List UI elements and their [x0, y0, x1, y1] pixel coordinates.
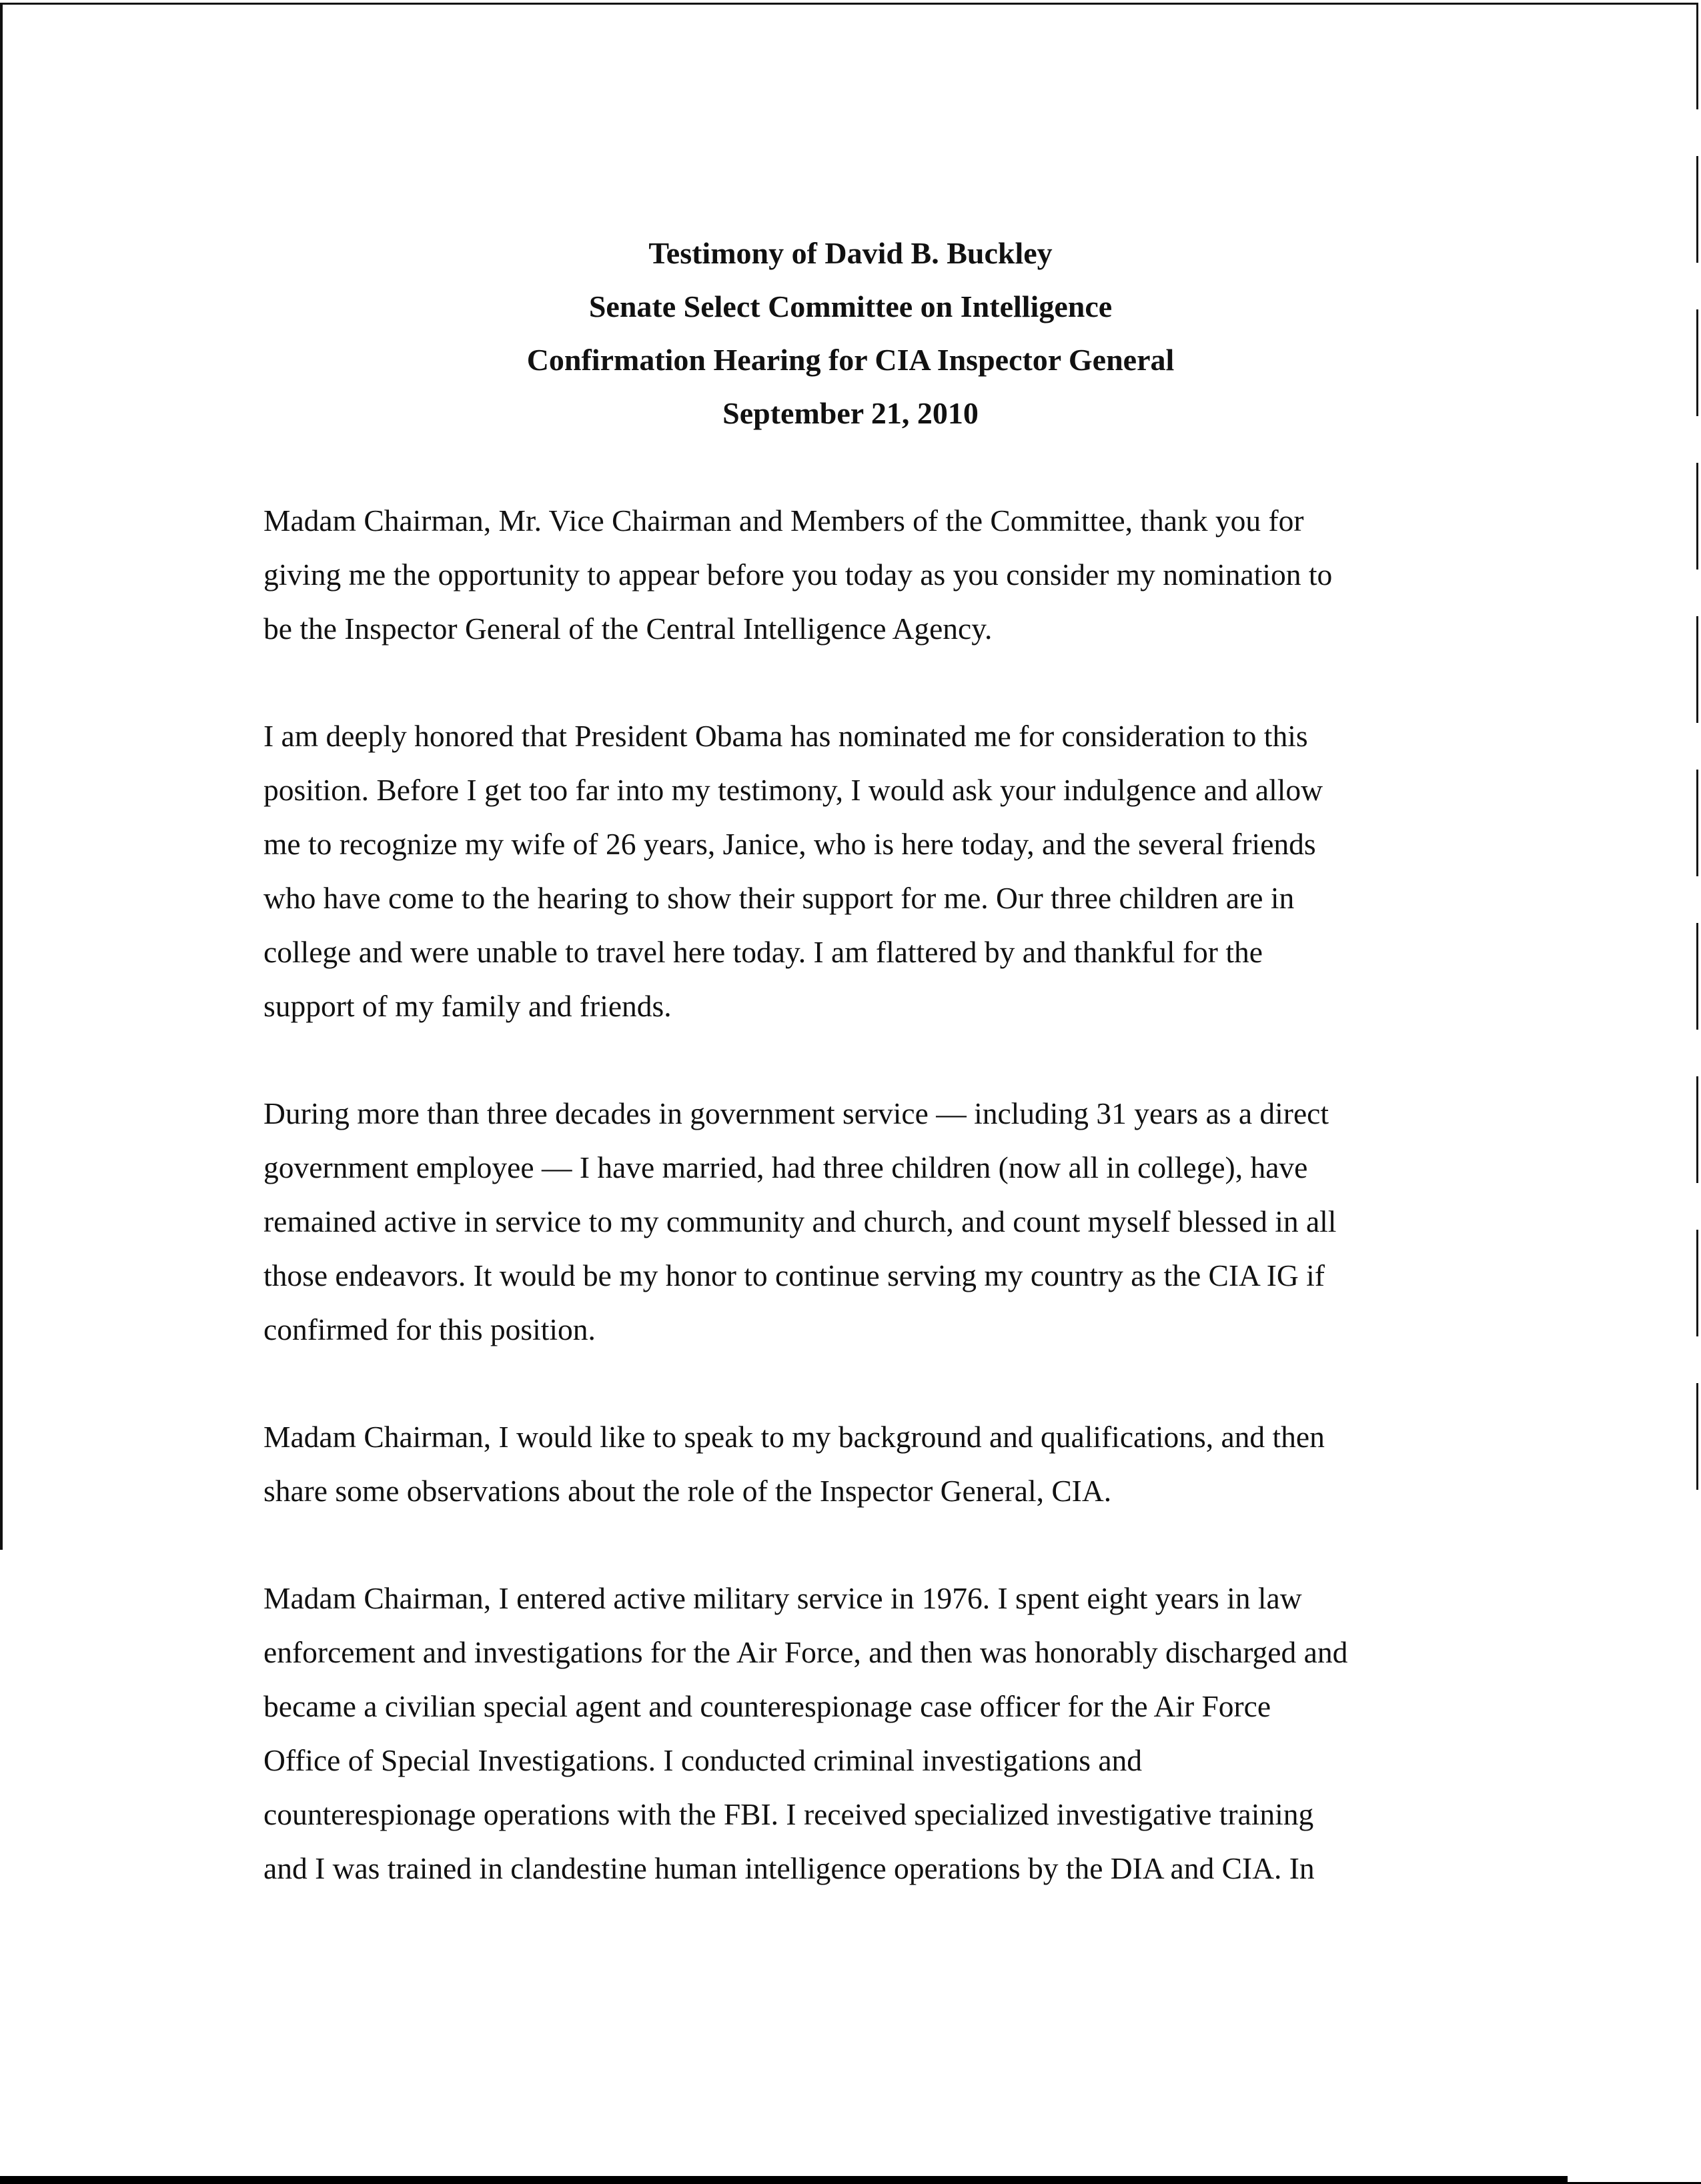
text-line: Office of Special Investigations. I conducted criminal investigations and [263, 1743, 1143, 1777]
text-line: support of my family and friends. [263, 989, 672, 1023]
text-line: I am deeply honored that President Obama has nominated me for consideration to this [263, 719, 1308, 753]
paragraph-honored [263, 709, 1431, 1033]
title-date: September 21, 2010 [722, 396, 979, 430]
text-line: counterespionage operations with the FBI. I received specialized investigative training [263, 1797, 1314, 1831]
scan-border-bottom [0, 2176, 1568, 2184]
scan-border-top [0, 3, 1698, 5]
text-line: giving me the opportunity to appear before you today as you consider my nomination to [263, 558, 1333, 592]
title-testimony: Testimony of David B. Buckley [648, 236, 1053, 270]
text-line: those endeavors. It would be my honor to continue serving my country as the CIA IG if [263, 1258, 1325, 1292]
text-line: be the Inspector General of the Central Intelligence Agency. [263, 612, 993, 646]
title-hearing: Confirmation Hearing for CIA Inspector General [526, 343, 1175, 377]
text-line: who have come to the hearing to show their support for me. Our three children are in [263, 881, 1295, 915]
text-line: Madam Chairman, I entered active military service in 1976. I spent eight years in law [263, 1581, 1302, 1615]
paragraph-opening [263, 493, 1431, 656]
text-line: enforcement and investigations for the Air Force, and then was honorably discharged and [263, 1635, 1348, 1669]
text-line: me to recognize my wife of 26 years, Janice, who is here today, and the several friends [263, 827, 1316, 861]
title-committee: Senate Select Committee on Intelligence [588, 289, 1113, 323]
paragraph-service [263, 1086, 1431, 1356]
paragraph-background [263, 1410, 1431, 1518]
text-line: confirmed for this position. [263, 1312, 596, 1346]
text-line: share some observations about the role of the Inspector General, CIA. [263, 1474, 1112, 1508]
text-line: became a civilian special agent and counterespionage case officer for the Air Force [263, 1689, 1271, 1723]
text-line: college and were unable to travel here today. I am flattered by and thankful for the [263, 935, 1263, 969]
text-line: During more than three decades in government service — including 31 years as a direct [263, 1096, 1329, 1130]
text-line: position. Before I get too far into my testimony, I would ask your indulgence and allow [263, 773, 1323, 807]
text-line: and I was trained in clandestine human intelligence operations by the DIA and CIA. In [263, 1851, 1315, 1885]
paragraph-military [263, 1571, 1431, 1895]
text-line: Madam Chairman, Mr. Vice Chairman and Members of the Committee, thank you for [263, 503, 1304, 537]
text-line: remained active in service to my community and church, and count myself blessed in all [263, 1204, 1337, 1238]
text-line: Madam Chairman, I would like to speak to my background and qualifications, and then [263, 1420, 1325, 1454]
text-line: government employee — I have married, had three children (now all in college), have [263, 1150, 1308, 1184]
body-text [263, 493, 1431, 1949]
title-block [0, 227, 1701, 440]
